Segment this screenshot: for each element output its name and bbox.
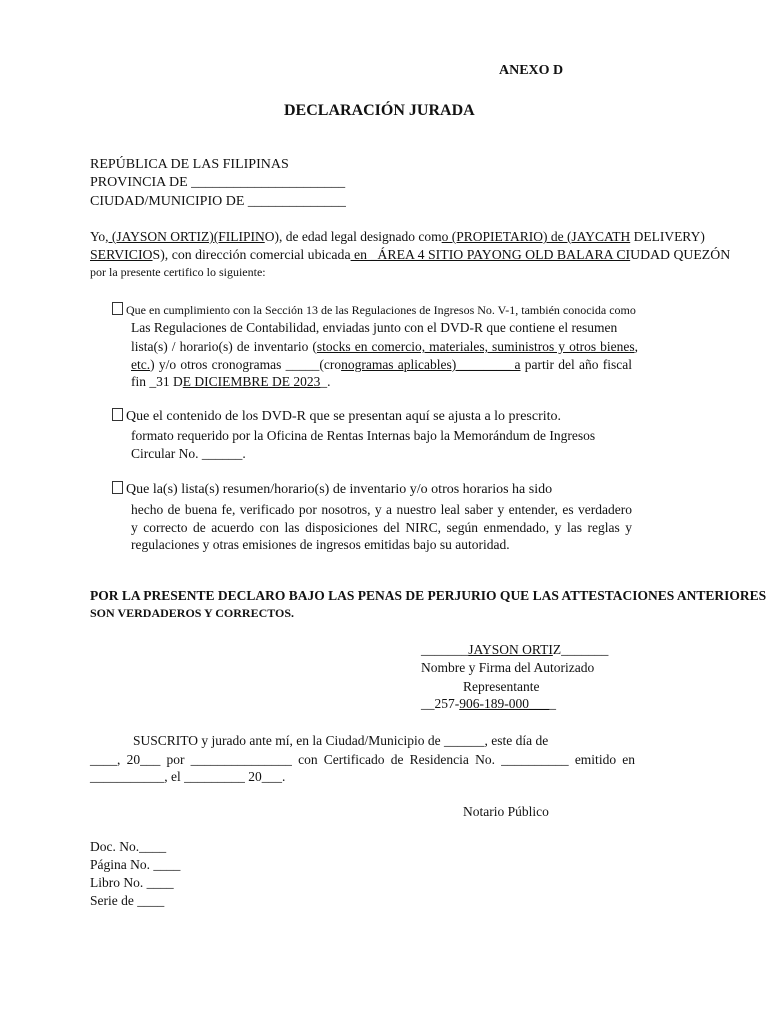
book-number: Libro No. ____ (90, 875, 174, 890)
representative-caption: Representante (463, 679, 540, 694)
item-2-first-line: Que el contenido de los DVD-R que se presentan aquí se ajusta a lo prescrito. (112, 408, 561, 424)
city-line: CIUDAD/MUNICIPIO DE ______________ (90, 194, 346, 209)
item-1-line-3: lista(s) / horario(s) de inventario (stocks en comercio, materiales, suministros y otros bienes, (131, 339, 638, 354)
item-3-line-4: regulaciones y otras emisiones de ingresos emitidas bajo su autoridad. (131, 537, 510, 552)
item-3-line-3: y correcto de acuerdo con las disposiciones del NIRC, según enmendado, y las reglas y (131, 520, 632, 535)
item-2-line-2: formato requerido por la Oficina de Rentas Internas bajo la Memorándum de Ingresos (131, 428, 596, 443)
intro-business-a: DELIVERY) (630, 229, 705, 244)
declaration-line-1: POR LA PRESENTE DECLARO BAJO LAS PENAS DE PERJURIO QUE LAS ATTESTACIONES ANTERIORES (90, 588, 767, 603)
page-number: Página No. ____ (90, 857, 181, 872)
item-1-line-2: Las Regulaciones de Contabilidad, enviadas junto con el DVD-R que contiene el resumen (131, 320, 618, 335)
item-1-line-4: etc.) y/o otros cronogramas _____(cronogramas aplicables)________ a partir del año fiscal (131, 357, 632, 372)
intro-line-1 (90, 230, 705, 244)
intro-role: o (PROPIETARIO) de (JAYCATH (441, 229, 631, 244)
intro-address: en _ÁREA 4 SITIO PAYONG OLD BALARA CI (350, 247, 631, 262)
jurat-line-2: ____, 20___ por _______________ con Certificado de Residencia No. __________ emitido en (90, 752, 635, 767)
province-line: PROVINCIA DE ______________________ (90, 175, 346, 190)
series-number: Serie de ____ (90, 893, 165, 908)
document-title: DECLARACIÓN JURADA (284, 102, 475, 119)
intro-address-label: S), con dirección comercial ubicada (152, 247, 351, 262)
country-line: REPÚBLICA DE LAS FILIPINAS (90, 157, 289, 172)
item-1-first-line: Que en cumplimiento con la Sección 13 de las Regulaciones de Ingresos No. V-1, también conocida como (112, 302, 636, 316)
item-2-line-3: Circular No. ______. (131, 446, 246, 461)
intro-yo: Yo, (90, 229, 109, 244)
item-3-line-2: hecho de buena fe, verificado por nosotros, y a nuestro leal saber y entender, es verdadero (131, 502, 632, 517)
intro-line-2 (90, 248, 730, 262)
intro-text: O), de edad legal designado com (264, 229, 442, 244)
annex-label: ANEXO D (499, 63, 564, 78)
signature-caption: Nombre y Firma del Autorizado (421, 660, 595, 675)
item-3-first-line: Que la(s) lista(s) resumen/horario(s) de inventario y/o otros horarios ha sido (112, 481, 552, 497)
jurat-line-1: SUSCRITO y jurado ante mí, en la Ciudad/Municipio de ______, este día de (133, 733, 549, 748)
signatory-name: _______JAYSON ORTIZ_______ (421, 642, 609, 657)
jurat-line-3: ___________, el _________ 20___. (90, 769, 286, 784)
intro-name: (JAYSON ORTIZ)(FILIPIN (108, 229, 265, 244)
intro-business-b: SERVICIO (90, 247, 153, 262)
checkbox-glyph-icon (112, 481, 123, 494)
intro-line-3: por la presente certifico lo siguiente: (90, 265, 266, 279)
item-1-line-5: fin _31 DE DICIEMBRE DE 2023_. (131, 374, 331, 389)
doc-number: Doc. No.____ (90, 839, 167, 854)
checkbox-glyph-icon (112, 408, 123, 421)
tin-number: __257-906-189-000____ (421, 696, 556, 711)
notary-label: Notario Público (463, 804, 549, 819)
intro-city: UDAD QUEZÓN (630, 247, 731, 262)
checkbox-glyph-icon (112, 302, 123, 315)
declaration-line-2: SON VERDADEROS Y CORRECTOS. (90, 606, 295, 620)
